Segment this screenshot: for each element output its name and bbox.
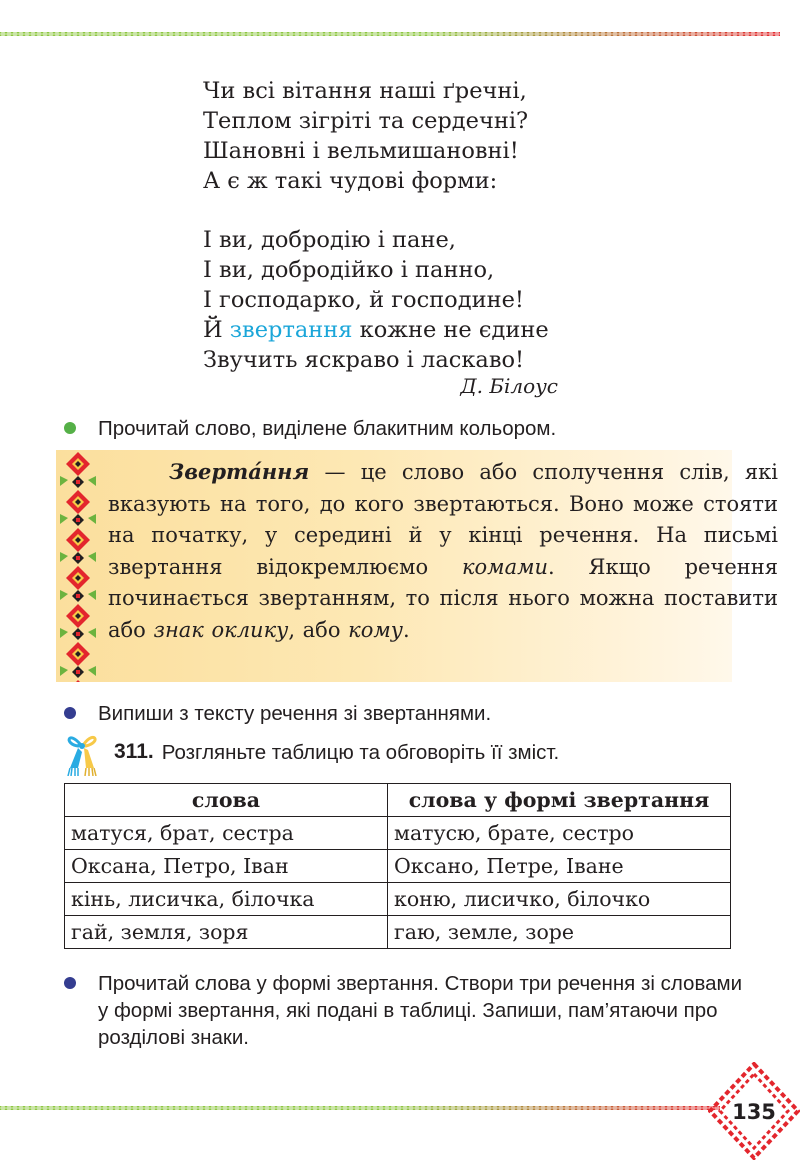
top-ornament-border	[0, 30, 780, 38]
poem-line: Звучить яскраво і ласкаво!	[203, 347, 525, 373]
table-row	[65, 817, 731, 850]
column-header: слова	[65, 784, 388, 817]
words-table	[64, 783, 731, 949]
poem-line: І господарко, й господине!	[203, 287, 524, 313]
table-row	[65, 916, 731, 949]
exercise-number: 311.	[114, 740, 154, 763]
task-text: Прочитай слова у формі звертання. Створи три речення зі словами у формі звертання, які подані в таблиці. Запиши, пам’ятаючи про розділові знаки.	[98, 972, 743, 1049]
blue-bullet-icon	[64, 977, 76, 989]
rule-definition	[108, 456, 778, 646]
poem-line: Теплом зігріті та сердечні?	[203, 108, 529, 134]
table-cell: гай, земля, зоря	[65, 916, 388, 949]
column-header: слова у формі звертання	[388, 784, 731, 817]
poem-line: А є ж такі чудові форми:	[203, 168, 498, 194]
green-bullet-icon	[64, 422, 76, 434]
bottom-ornament-border	[0, 1104, 720, 1112]
table-cell: гаю, земле, зоре	[388, 916, 731, 949]
page-number-badge	[708, 1062, 800, 1160]
embroidery-ornament-icon	[56, 450, 100, 682]
table-row	[65, 850, 731, 883]
rule-italic: кому	[348, 617, 403, 642]
rule-italic: комами	[461, 554, 549, 579]
page-number: 135	[732, 1100, 776, 1124]
table-header-row	[65, 784, 731, 817]
poem-text: Й	[203, 317, 230, 343]
poem	[203, 76, 623, 375]
ribbon-group-work-icon	[64, 728, 110, 776]
table-cell: кінь, лисичка, білочка	[65, 883, 388, 916]
poem-author: Д. Білоус	[460, 374, 558, 398]
table-cell: Оксана, Петро, Іван	[65, 850, 388, 883]
poem-line: І ви, добродію і пане,	[203, 227, 456, 253]
task-read-word	[64, 415, 556, 442]
highlighted-word: звертання	[229, 317, 353, 343]
rule-italic: знак оклику	[153, 617, 289, 642]
table-cell: коню, лисичко, білочко	[388, 883, 731, 916]
task-write-sentences	[64, 700, 491, 727]
table-row	[65, 883, 731, 916]
task-text: Випиши з тексту речення зі звертаннями.	[98, 702, 492, 725]
rule-term: Зверта́ння	[169, 459, 310, 484]
table-cell: матусю, брате, сестро	[388, 817, 731, 850]
rule-text-part: . Якщо речення починається звертанням, то після нього можна поставити або	[108, 554, 779, 642]
exercise-header	[64, 728, 559, 776]
table-cell: Оксано, Петре, Іване	[388, 850, 731, 883]
rule-text-part: — це слово або сполучення слів, які вказують на того, до кого звертаються. Воно може стояти на початку, у середині й у кінці речення. На письмі звертання відокремлюємо	[108, 460, 779, 579]
task-create-sentences	[64, 970, 744, 1051]
table-cell: матуся, брат, сестра	[65, 817, 388, 850]
rule-text-part: .	[402, 617, 410, 642]
poem-line: І ви, добродійко і панно,	[203, 257, 495, 283]
blue-bullet-icon	[64, 707, 76, 719]
rule-box	[56, 450, 779, 682]
poem-line: Чи всі вітання наші ґречні,	[203, 78, 527, 104]
poem-text: кожне не єдине	[352, 317, 549, 343]
poem-line: Шановні і вельмишановні!	[203, 138, 519, 164]
poem-line-highlighted	[203, 315, 623, 345]
rule-text-part: , або	[288, 617, 349, 642]
task-text: Прочитай слово, виділене блакитним кольором.	[98, 417, 557, 440]
exercise-text: Розгляньте таблицю та обговоріть її зміст.	[161, 740, 560, 764]
